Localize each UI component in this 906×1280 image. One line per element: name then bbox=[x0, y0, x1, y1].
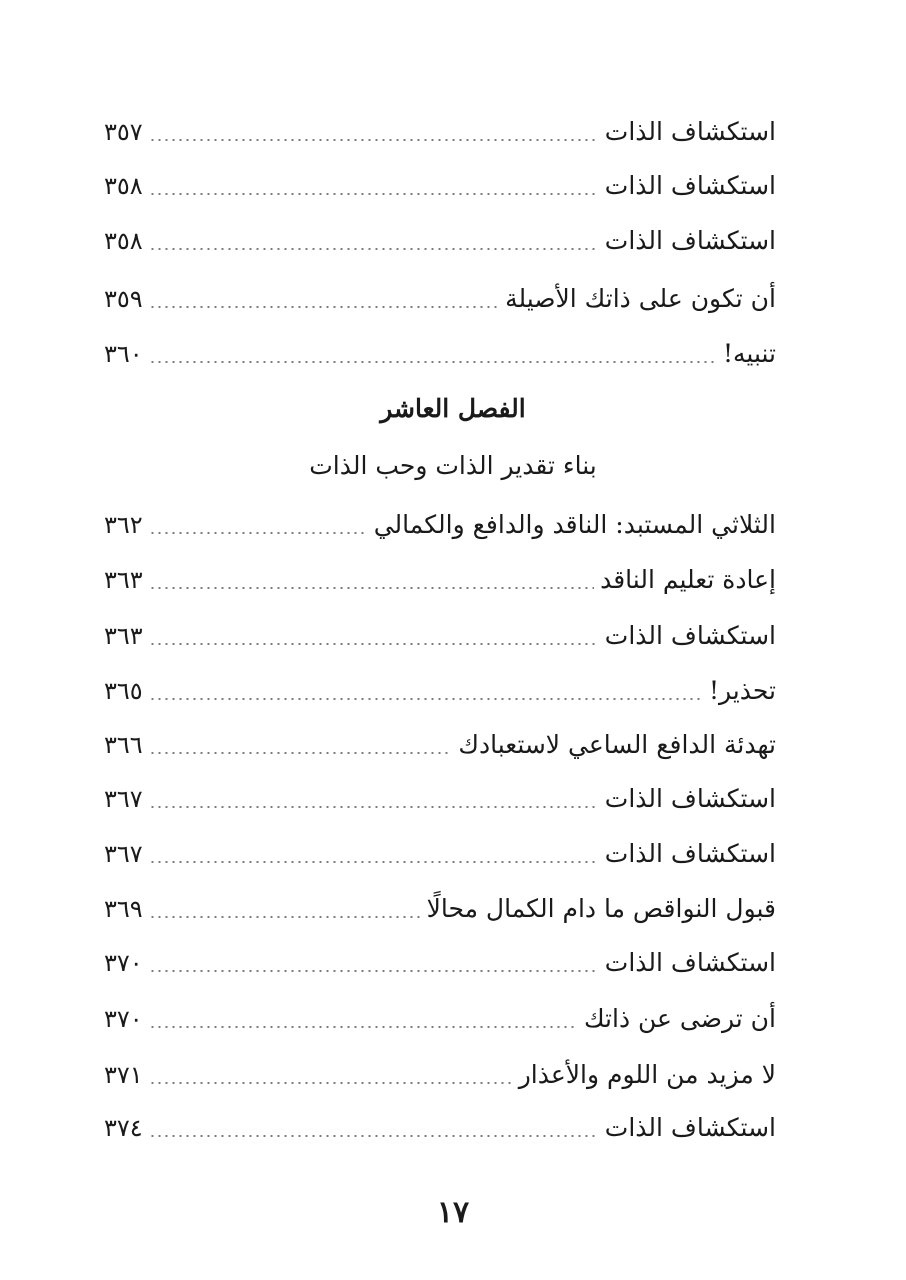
toc-entry bbox=[104, 999, 776, 1039]
toc-entry-page: ٣٦٢ bbox=[104, 511, 143, 539]
toc-entry-page: ٣٦٩ bbox=[104, 895, 143, 923]
toc-entry-page: ٣٦٣ bbox=[104, 566, 143, 594]
toc-entry-page: ٣٧٠ bbox=[104, 1005, 143, 1033]
toc-entry-title: أن ترضى عن ذاتك bbox=[583, 1004, 776, 1033]
dot-leader bbox=[149, 248, 599, 250]
page-number: ١٧ bbox=[436, 1195, 470, 1230]
toc-entry bbox=[104, 779, 776, 819]
dot-leader bbox=[149, 139, 599, 141]
dot-leader bbox=[149, 1026, 578, 1028]
toc-entry-page: ٣٧٠ bbox=[104, 949, 143, 977]
toc-entry-page: ٣٦٧ bbox=[104, 785, 143, 813]
toc-entry-page: ٣٥٨ bbox=[104, 227, 143, 255]
dot-leader bbox=[149, 193, 599, 195]
toc-entry-title: تنبيه! bbox=[722, 339, 776, 368]
toc-entry bbox=[104, 616, 776, 656]
dot-leader bbox=[149, 698, 703, 700]
toc-entry-title: قبول النواقص ما دام الكمال محالًا bbox=[426, 894, 776, 923]
toc-entry-page: ٣٧٤ bbox=[104, 1114, 143, 1142]
toc-entry-page: ٣٧١ bbox=[104, 1061, 143, 1089]
toc-entry-title: الثلاثي المستبد: الناقد والدافع والكمالي bbox=[373, 510, 776, 539]
dot-leader bbox=[149, 1135, 599, 1137]
toc-entry-title: استكشاف الذات bbox=[604, 171, 776, 200]
toc-entry-page: ٣٦٧ bbox=[104, 840, 143, 868]
dot-leader bbox=[149, 806, 599, 808]
dot-leader bbox=[149, 970, 599, 972]
toc-entry-title: استكشاف الذات bbox=[604, 117, 776, 146]
toc-entry-page: ٣٦٦ bbox=[104, 731, 143, 759]
toc-entry-title: إعادة تعليم الناقد bbox=[600, 565, 776, 594]
toc-entry bbox=[104, 834, 776, 874]
toc-entry-title: استكشاف الذات bbox=[604, 621, 776, 650]
toc-entry bbox=[104, 560, 776, 600]
toc-entry-page: ٣٥٧ bbox=[104, 118, 143, 146]
chapter-subtitle: بناء تقدير الذات وحب الذات bbox=[309, 451, 597, 480]
toc-entry bbox=[104, 334, 776, 374]
toc-entry bbox=[104, 505, 776, 545]
toc-entry bbox=[104, 221, 776, 261]
dot-leader bbox=[149, 361, 717, 363]
toc-entry bbox=[104, 1108, 776, 1148]
toc-entry-page: ٣٦٣ bbox=[104, 622, 143, 650]
toc-entry-title: تحذير! bbox=[708, 676, 776, 705]
toc-entry bbox=[104, 112, 776, 152]
toc-entry-title: استكشاف الذات bbox=[604, 226, 776, 255]
toc-entry-title: استكشاف الذات bbox=[604, 948, 776, 977]
chapter-heading: الفصل العاشر bbox=[380, 394, 526, 423]
toc-entry-page: ٣٦٠ bbox=[104, 340, 143, 368]
toc-entry-title: تهدئة الدافع الساعي لاستعبادك bbox=[458, 730, 776, 759]
dot-leader bbox=[149, 1082, 513, 1084]
toc-entry bbox=[104, 166, 776, 206]
toc-entry bbox=[104, 671, 776, 711]
toc-entry-title: أن تكون على ذاتك الأصيلة bbox=[505, 284, 776, 313]
toc-entry-page: ٣٥٩ bbox=[104, 285, 143, 313]
dot-leader bbox=[149, 861, 599, 863]
toc-entry bbox=[104, 1055, 776, 1095]
dot-leader bbox=[149, 306, 499, 308]
toc-entry-page: ٣٦٥ bbox=[104, 677, 143, 705]
toc-entry-title: لا مزيد من اللوم والأعذار bbox=[518, 1060, 776, 1089]
toc-entry bbox=[104, 279, 776, 319]
dot-leader bbox=[149, 532, 368, 534]
dot-leader bbox=[149, 587, 594, 589]
toc-entry-title: استكشاف الذات bbox=[604, 784, 776, 813]
toc-entry-page: ٣٥٨ bbox=[104, 172, 143, 200]
dot-leader bbox=[149, 643, 599, 645]
toc-entry-title: استكشاف الذات bbox=[604, 1113, 776, 1142]
dot-leader bbox=[149, 916, 421, 918]
toc-entry-title: استكشاف الذات bbox=[604, 839, 776, 868]
dot-leader bbox=[149, 752, 453, 754]
toc-entry bbox=[104, 725, 776, 765]
toc-entry bbox=[104, 889, 776, 929]
toc-entry bbox=[104, 943, 776, 983]
